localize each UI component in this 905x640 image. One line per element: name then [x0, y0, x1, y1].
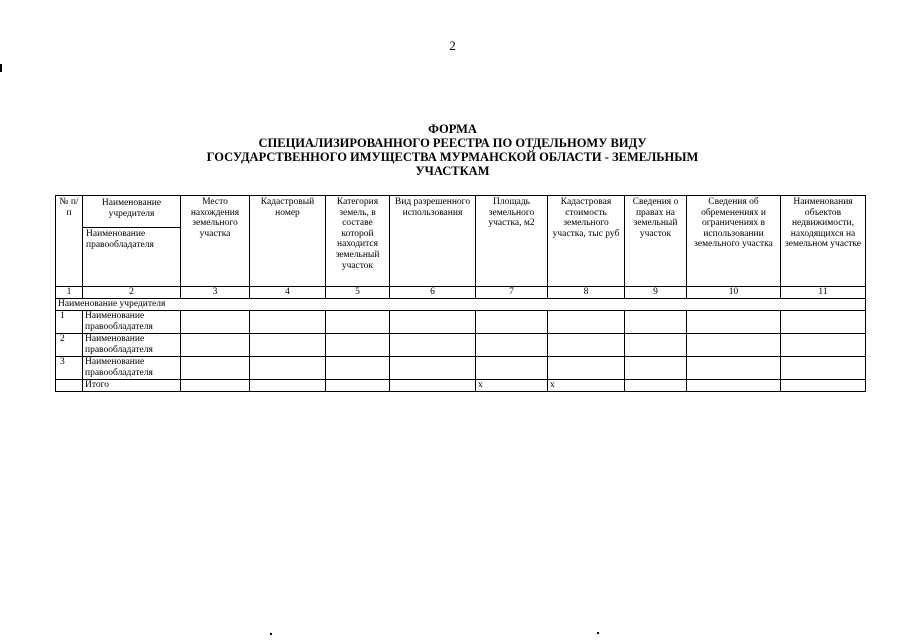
header-owner: Наименование правообладателя	[83, 227, 180, 286]
empty-cell	[687, 380, 781, 392]
row-num: 1	[56, 311, 83, 334]
header-row	[56, 196, 866, 287]
empty-cell	[476, 311, 548, 334]
header-founder-owner-cell	[83, 196, 181, 287]
empty-cell	[548, 311, 625, 334]
column-number: 11	[781, 287, 866, 299]
title-line-2: СПЕЦИАЛИЗИРОВАННОГО РЕЕСТРА ПО ОТДЕЛЬНОМУ ВИДУ	[258, 136, 647, 150]
empty-cell	[687, 334, 781, 357]
empty-cell	[687, 357, 781, 380]
empty-cell	[250, 357, 326, 380]
header-encumbrances: Сведения об обременениях и ограничениях в использовании земельного участка	[687, 196, 781, 287]
empty-cell	[625, 311, 687, 334]
empty-cell	[390, 357, 476, 380]
row-num: 2	[56, 334, 83, 357]
header-cadastral-value: Кадастровая стоимость земельного участка, тыс руб	[548, 196, 625, 287]
table-row	[56, 334, 866, 357]
empty-cell	[687, 311, 781, 334]
total-row	[56, 380, 866, 392]
table-row	[56, 311, 866, 334]
total-label: Итого	[83, 380, 181, 392]
empty-cell	[625, 357, 687, 380]
total-area: х	[476, 380, 548, 392]
table-row	[56, 357, 866, 380]
column-number: 10	[687, 287, 781, 299]
total-cadastral-value: х	[548, 380, 625, 392]
empty-cell	[181, 311, 250, 334]
empty-cell	[326, 311, 390, 334]
empty-cell	[476, 357, 548, 380]
column-numbers-row	[56, 287, 866, 299]
column-number: 3	[181, 287, 250, 299]
column-number: 2	[83, 287, 181, 299]
form-title	[150, 122, 755, 178]
row-owner-name: Наименование правообладателя	[83, 334, 181, 357]
empty-cell	[250, 334, 326, 357]
column-number: 6	[390, 287, 476, 299]
founder-row-label: Наименование учредителя	[56, 299, 866, 311]
header-cadastral-number: Кадастровый номер	[250, 196, 326, 287]
founder-row	[56, 299, 866, 311]
empty-cell	[781, 357, 866, 380]
empty-cell	[781, 334, 866, 357]
column-number: 7	[476, 287, 548, 299]
header-category: Категория земель, в составе которой находится земельный участок	[326, 196, 390, 287]
empty-cell	[326, 380, 390, 392]
title-line-3: ГОСУДАРСТВЕННОГО ИМУЩЕСТВА МУРМАНСКОЙ ОБЛАСТИ - ЗЕМЕЛЬНЫМ	[206, 150, 699, 164]
header-num: № п/п	[56, 196, 83, 287]
row-num: 3	[56, 357, 83, 380]
title-line-4: УЧАСТКАМ	[415, 164, 490, 178]
scan-mark	[0, 64, 2, 72]
empty-cell	[390, 380, 476, 392]
empty-cell	[390, 311, 476, 334]
empty-cell	[625, 380, 687, 392]
empty-cell	[548, 334, 625, 357]
header-area: Площадь земельного участка, м2	[476, 196, 548, 287]
empty-cell	[250, 380, 326, 392]
column-number: 8	[548, 287, 625, 299]
empty-cell	[781, 311, 866, 334]
row-owner-name: Наименование правообладателя	[83, 357, 181, 380]
column-number: 4	[250, 287, 326, 299]
empty-cell	[781, 380, 866, 392]
page-number: 2	[449, 38, 456, 53]
scan-mark	[597, 632, 599, 634]
row-owner-name: Наименование правообладателя	[83, 311, 181, 334]
header-founder: Наименование учредителя	[101, 198, 162, 219]
title-line-1: ФОРМА	[428, 122, 477, 136]
header-rights: Сведения о правах на земельный участок	[625, 196, 687, 287]
empty-cell	[326, 357, 390, 380]
empty-cell	[548, 357, 625, 380]
empty-cell	[181, 334, 250, 357]
empty-cell	[181, 357, 250, 380]
register-table	[55, 195, 866, 392]
empty-cell	[56, 380, 83, 392]
column-number: 1	[56, 287, 83, 299]
header-location: Место нахождения земельного участка	[181, 196, 250, 287]
scan-mark	[270, 633, 272, 635]
header-use-type: Вид разрешенного использования	[390, 196, 476, 287]
header-objects: Наименования объектов недвижимости, находящихся на земельном участке	[781, 196, 866, 287]
empty-cell	[476, 334, 548, 357]
empty-cell	[390, 334, 476, 357]
column-number: 9	[625, 287, 687, 299]
empty-cell	[326, 334, 390, 357]
empty-cell	[250, 311, 326, 334]
column-number: 5	[326, 287, 390, 299]
empty-cell	[181, 380, 250, 392]
empty-cell	[625, 334, 687, 357]
